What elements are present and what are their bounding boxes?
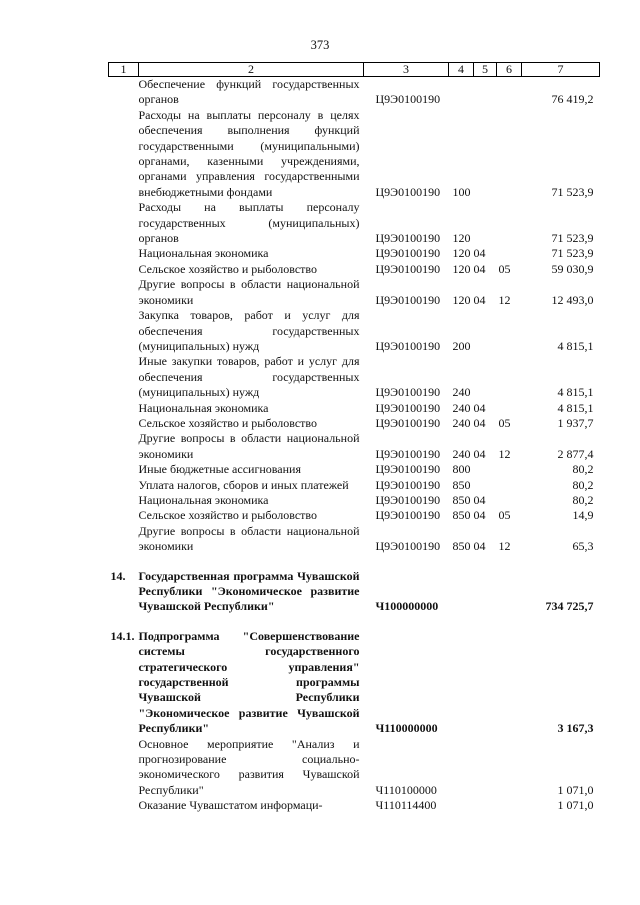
row-name: Закупка товаров, работ и услуг для обеспечения государственных (муниципальных) нужд <box>138 308 360 353</box>
subsection <box>497 478 522 493</box>
budget-table <box>108 62 600 814</box>
expense-type: 850 <box>452 539 471 554</box>
section: 04 <box>473 415 486 430</box>
table-row <box>109 308 600 354</box>
target-code: Ц9Э0100190 <box>375 385 441 400</box>
table-row <box>109 431 600 462</box>
expense-type: 240 <box>452 385 471 400</box>
row-name: Сельское хозяйство и рыболовство <box>138 415 318 430</box>
expense-type: 240 <box>452 446 471 461</box>
section: 04 <box>473 261 486 276</box>
table-row <box>109 462 600 477</box>
row-name: Другие вопросы в области национальной экономики <box>138 431 360 461</box>
table-row <box>109 77 600 108</box>
expense-type: 100 <box>452 184 471 199</box>
row-number <box>109 478 139 493</box>
row-name: Основное мероприятие "Анализ и прогнозирование социально-экономического развития Чувашской Республики" <box>138 736 360 797</box>
subsection <box>497 308 522 354</box>
section: 04 <box>473 246 486 261</box>
subsection <box>497 462 522 477</box>
row-number <box>109 77 139 108</box>
amount: 59 030,9 <box>551 261 594 276</box>
amount: 80,2 <box>572 492 594 507</box>
table-row <box>109 108 600 200</box>
table-row <box>109 508 600 523</box>
target-code: Ц9Э0100190 <box>375 400 441 415</box>
row-name: Национальная экономика <box>138 492 269 507</box>
table-row <box>109 569 600 615</box>
amount: 80,2 <box>572 462 594 477</box>
row-name: Другие вопросы в области национальной экономики <box>138 523 360 554</box>
expense-type: 240 <box>452 415 471 430</box>
subsection <box>497 798 522 813</box>
expense-type <box>449 629 474 737</box>
row-name: Обеспечение функций государственных органов <box>138 77 360 107</box>
table-row <box>109 246 600 261</box>
subsection <box>497 77 522 108</box>
expense-type: 850 <box>452 492 471 507</box>
expense-type: 850 <box>452 477 471 492</box>
amount: 2 877,4 <box>557 446 594 461</box>
target-code: Ц9Э0100190 <box>375 338 441 353</box>
section <box>474 354 497 400</box>
column-header: 5 <box>474 63 497 77</box>
row-number <box>109 354 139 400</box>
expense-type <box>449 737 474 799</box>
subsection: 12 <box>498 292 511 307</box>
expense-type: 120 <box>452 292 471 307</box>
expense-type: 800 <box>452 462 471 477</box>
column-header: 2 <box>139 63 364 77</box>
row-number <box>109 277 139 308</box>
row-number: 14. <box>110 568 126 583</box>
subsection: 05 <box>498 508 511 523</box>
amount: 71 523,9 <box>551 246 594 261</box>
table-row <box>109 262 600 277</box>
section: 04 <box>473 400 486 415</box>
subsection <box>497 108 522 200</box>
expense-type: 200 <box>452 338 471 353</box>
subsection: 12 <box>498 446 511 461</box>
subsection <box>497 493 522 508</box>
section <box>474 108 497 200</box>
row-name: Сельское хозяйство и рыболовство <box>138 261 318 276</box>
target-code: Ч110000000 <box>375 721 438 736</box>
amount: 4 815,1 <box>557 338 594 353</box>
row-number <box>109 431 139 462</box>
column-header: 3 <box>364 63 449 77</box>
subsection <box>497 569 522 615</box>
section <box>474 629 497 737</box>
table-row <box>109 524 600 555</box>
section <box>474 478 497 493</box>
row-number <box>109 308 139 354</box>
page-number: 373 <box>310 38 330 52</box>
expense-type: 120 <box>452 231 471 246</box>
table-row <box>109 401 600 416</box>
row-name: Другие вопросы в области национальной экономики <box>138 277 360 307</box>
table-row <box>109 629 600 737</box>
section <box>474 200 497 246</box>
expense-type <box>449 569 474 615</box>
amount: 1 071,0 <box>557 798 594 813</box>
row-name: Уплата налогов, сборов и иных платежей <box>138 477 349 492</box>
row-number <box>109 462 139 477</box>
table-row <box>109 200 600 246</box>
table-row <box>109 277 600 308</box>
amount: 71 523,9 <box>551 184 594 199</box>
subsection: 12 <box>498 539 511 554</box>
subsection <box>497 401 522 416</box>
row-number <box>109 108 139 200</box>
amount: 1 937,7 <box>557 415 594 430</box>
expense-type: 240 <box>452 400 471 415</box>
amount: 65,3 <box>572 539 594 554</box>
expense-type: 850 <box>452 508 471 523</box>
expense-type <box>449 798 474 813</box>
column-header: 1 <box>109 63 139 77</box>
row-number <box>109 493 139 508</box>
expense-type <box>449 77 474 108</box>
table-row <box>109 798 600 813</box>
table-row <box>109 354 600 400</box>
target-code: Ч100000000 <box>375 599 439 614</box>
table-row <box>109 493 600 508</box>
amount: 80,2 <box>572 477 594 492</box>
column-header: 6 <box>497 63 522 77</box>
section <box>474 462 497 477</box>
table-row <box>109 478 600 493</box>
spacer-row <box>109 555 600 569</box>
row-name: Национальная экономика <box>138 246 269 261</box>
amount: 734 725,7 <box>545 599 594 614</box>
row-number <box>109 246 139 261</box>
spacer-row <box>109 615 600 629</box>
subsection <box>497 246 522 261</box>
table-row <box>109 737 600 799</box>
spacer-cell <box>109 615 600 629</box>
section: 04 <box>473 492 486 507</box>
subsection <box>497 629 522 737</box>
amount: 3 167,3 <box>557 721 594 736</box>
row-name: Иные закупки товаров, работ и услуг для обеспечения государственных (муниципальных) нужд <box>138 354 360 400</box>
amount: 12 493,0 <box>551 292 594 307</box>
target-code: Ц9Э0100190 <box>375 477 441 492</box>
row-name: Расходы на выплаты персоналу государственных (муниципальных) органов <box>138 200 360 246</box>
table-row <box>109 416 600 431</box>
target-code: Ц9Э0100190 <box>375 415 441 430</box>
column-header: 4 <box>449 63 474 77</box>
target-code: Ц9Э0100190 <box>375 246 441 261</box>
target-code: Ц9Э0100190 <box>375 184 441 199</box>
target-code: Ц9Э0100190 <box>375 446 441 461</box>
row-name: Иные бюджетные ассигнования <box>138 462 301 477</box>
subsection <box>497 737 522 799</box>
row-number <box>109 798 139 813</box>
table-header <box>109 63 600 77</box>
section <box>474 569 497 615</box>
target-code: Ч110114400 <box>375 798 437 813</box>
amount: 1 071,0 <box>557 782 594 797</box>
expense-type: 120 <box>452 261 471 276</box>
target-code: Ц9Э0100190 <box>375 539 441 554</box>
section: 04 <box>473 292 486 307</box>
table-body <box>109 77 600 814</box>
amount: 14,9 <box>572 508 594 523</box>
subsection <box>497 354 522 400</box>
target-code: Ц9Э0100190 <box>375 492 441 507</box>
amount: 71 523,9 <box>551 231 594 246</box>
subsection <box>497 200 522 246</box>
header-row <box>109 63 600 77</box>
row-name: Государственная программа Чувашской Республики "Экономическое развитие Чувашской Республики" <box>138 568 360 614</box>
section <box>474 77 497 108</box>
row-number <box>109 524 139 555</box>
row-name: Оказание Чувашстатом информаци- <box>138 798 323 813</box>
subsection: 05 <box>498 261 511 276</box>
section: 04 <box>473 539 486 554</box>
row-name: Сельское хозяйство и рыболовство <box>138 508 318 523</box>
target-code: Ц9Э0100190 <box>375 508 441 523</box>
row-number: 14.1. <box>110 628 135 643</box>
row-number <box>109 737 139 799</box>
section <box>474 737 497 799</box>
row-name: Подпрограмма "Совершенствование системы государственного стратегического управления" государственной программы Чувашской Республики "Экономическое развитие Чувашской Республики" <box>138 628 360 736</box>
section: 04 <box>473 446 486 461</box>
expense-type: 120 <box>452 246 471 261</box>
amount: 4 815,1 <box>557 385 594 400</box>
row-number <box>109 262 139 277</box>
target-code: Ц9Э0100190 <box>375 462 441 477</box>
target-code: Ц9Э0100190 <box>375 92 441 107</box>
target-code: Ч110100000 <box>375 782 437 797</box>
target-code: Ц9Э0100190 <box>375 292 441 307</box>
row-number <box>109 508 139 523</box>
section <box>474 308 497 354</box>
spacer-cell <box>109 555 600 569</box>
target-code: Ц9Э0100190 <box>375 231 441 246</box>
row-name: Расходы на выплаты персоналу в целях обеспечения выполнения функций государственными (муниципальными) органами, казенными учреждениями, органами управления государственными внебюджетными фондами <box>138 107 360 199</box>
row-number <box>109 200 139 246</box>
subsection: 05 <box>498 415 511 430</box>
amount: 76 419,2 <box>551 92 594 107</box>
row-number <box>109 416 139 431</box>
row-name: Национальная экономика <box>138 400 269 415</box>
amount: 4 815,1 <box>557 400 594 415</box>
target-code: Ц9Э0100190 <box>375 261 441 276</box>
column-header: 7 <box>522 63 600 77</box>
section: 04 <box>473 508 486 523</box>
row-number <box>109 401 139 416</box>
section <box>474 798 497 813</box>
